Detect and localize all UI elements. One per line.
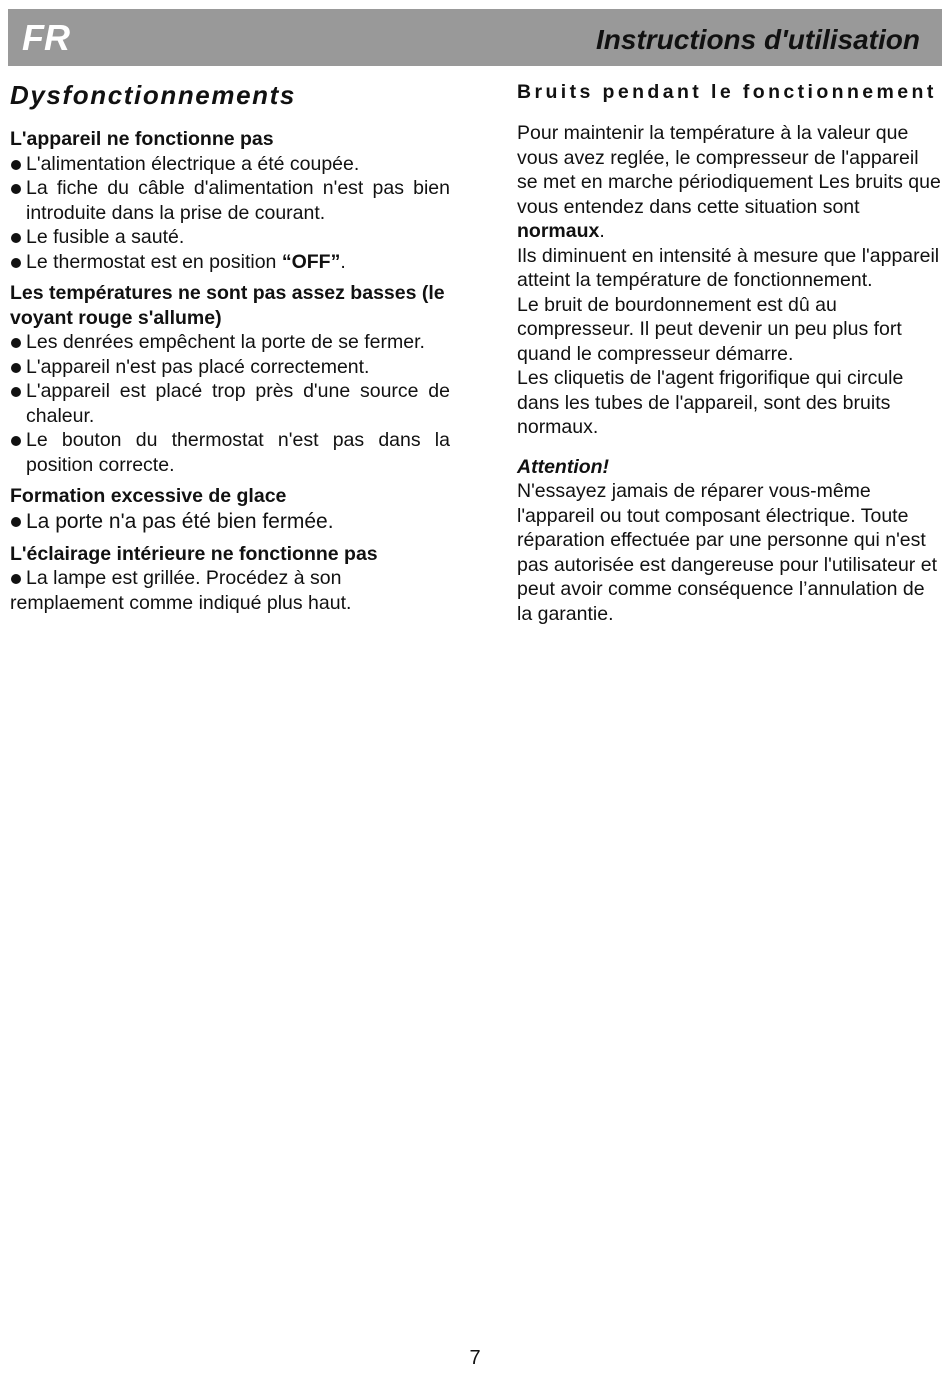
paragraph-cliquetis: Les cliquetis de l'agent frigorifique qui circule dans les tubes de l'appareil, sont des bruits normaux. (517, 367, 904, 438)
emphasis-normaux: normaux (517, 220, 600, 242)
language-code: FR (22, 17, 70, 58)
heading-appareil-ne-fonctionne-pas: L'appareil ne fonctionne pas (10, 128, 274, 150)
list-item: L'appareil est placé trop près d'une source de chaleur. (10, 379, 450, 428)
left-column (10, 76, 450, 615)
list-temperatures (10, 330, 450, 477)
paragraph-bourdonnement: Le bruit de bourdonnement est dû au compresseur. Il peut devenir un peu plus fort quand le compresseur démarre. (517, 293, 902, 365)
header-bar (8, 9, 942, 66)
right-column (517, 76, 942, 626)
document-title: Instructions d'utilisation (596, 24, 920, 55)
list-eclairage (10, 566, 450, 591)
list-item: Les denrées empêchent la porte de se fermer. (10, 330, 450, 355)
paragraph-compresseur (517, 121, 942, 244)
list-item: La porte n'a pas été bien fermée. (10, 509, 450, 535)
list-item: La lampe est grillée. Procédez à son (10, 566, 450, 591)
list-item: L'alimentation électrique a été coupée. (10, 152, 450, 177)
paragraph-end: . (599, 220, 605, 242)
paragraph-intensite: Ils diminuent en intensité à mesure que l'appareil atteint la température de fonctionnement. (517, 244, 940, 291)
list-item (10, 250, 450, 275)
list-item: L'appareil n'est pas placé correctement. (10, 355, 450, 380)
thermostat-text: Le thermostat est en position (26, 250, 282, 273)
list-item: La fiche du câble d'alimentation n'est pas bien introduite dans la prise de courant. (10, 176, 450, 225)
heading-eclairage: L'éclairage intérieure ne fonctionne pas (10, 542, 378, 565)
list-appareil-ne-fonctionne-pas (10, 152, 450, 275)
attention-label: Attention! (517, 455, 610, 478)
list-item: Le fusible a sauté. (10, 225, 450, 250)
heading-temperatures-pas-assez-basses: Les températures ne sont pas assez basses (le voyant rouge s'allume) (10, 282, 445, 329)
list-item: Le bouton du thermostat n'est pas dans la position correcte. (10, 428, 450, 477)
thermostat-off-value: “OFF” (281, 250, 341, 273)
page-number: 7 (469, 1347, 481, 1369)
paragraph-text: Pour maintenir la température à la valeur que vous avez reglée, le compresseur de l'appareil se met en marche périodiquement Les bruits que vous entendez dans cette situation sont (517, 122, 941, 218)
list-formation-glace (10, 509, 450, 535)
heading-formation-glace: Formation excessive de glace (10, 485, 287, 507)
attention-paragraph: N'essayez jamais de réparer vous-même l'appareil ou tout composant électrique. Toute réparation effectuée par une personne qui n'est pas autorisée est dangereuse pour l'utilisateur et peut avoir comme conséquence l’annulation de la garantie. (517, 480, 937, 625)
thermostat-end: . (340, 250, 346, 273)
section-title-dysfonctionnements: Dysfonctionnements (10, 80, 296, 110)
eclairage-continuation: remplaement comme indiqué plus haut. (10, 591, 352, 614)
section-title-bruits: Bruits pendant le fonctionnement (517, 81, 937, 103)
